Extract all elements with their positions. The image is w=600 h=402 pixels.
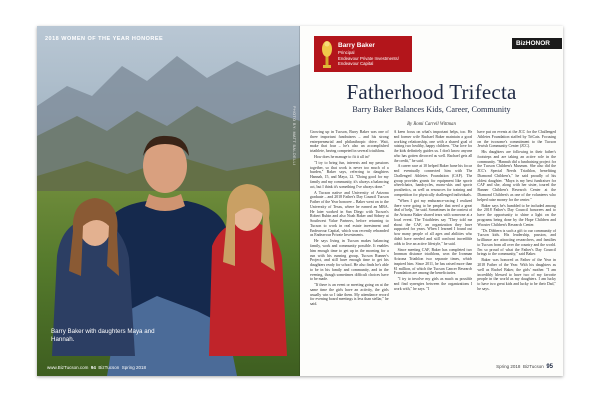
footer-site: www.BizTucson.com [47, 365, 89, 370]
article-paragraph: "Dr. Dibbern is such a gift to our community of Tucson kids. His leadership, passion, and brilliance are attracting researchers, and families to Tucson from all over the country and the world. I'm so proud of what the Father's Day Council brings to the community," said Baker. [477, 228, 557, 257]
section-label [512, 38, 562, 49]
article-column-3 [477, 130, 556, 356]
family-portrait [37, 26, 300, 376]
trophy-icon [320, 39, 334, 69]
footer-pub-right: BizTucson [522, 364, 544, 369]
footer-date: Spring 2018 [121, 365, 147, 370]
article-paragraph: "I try to bring fun, interests and my passions together, so that work is never too much of a burden," Baker says, referring to daughters Hannah, 15, and Maya, 12. "Doing good for my family and my community, it's always a balancing act, but I think it's something I've always done." [310, 160, 389, 189]
honoree-role: Principal [338, 50, 355, 55]
magazine-spread [37, 26, 563, 376]
right-page-footer [496, 364, 553, 370]
honoree-tag: 2018 WOMEN OF THE YEAR HONOREE [45, 36, 164, 42]
article-subtitle: Barry Baker Balances Kids, Career, Community [352, 105, 511, 114]
article-paragraph: He says living in Tucson makes balancing family, work and community possible. It enables him enough time to get up in the morning for a run with his running group, Tucson Runner's Project, and still have enough time to get his daughters ready for school. He also finds he's able to be in his family and community, and in the evening, though sometimes difficult choices have to be made. [310, 239, 389, 282]
section-label-biz: Biz [516, 40, 526, 47]
article-paragraph: A career race at 10 helped Baker hone his focus and eventually connected him with The Challenged Athletes Foundation (CAF). The group provides grants for equipment like sports wheelchairs, handcycles, mono-skis and sports prosthetics, as well as resources for training and competition for physically challenged individuals. [393, 164, 473, 197]
right-page-number: 95 [546, 364, 553, 370]
honoree-badge [314, 36, 412, 72]
article-title: Fatherhood Trifecta [346, 80, 517, 104]
article-byline: By Romi Carrell Wittman [407, 122, 456, 127]
article-paragraph: How does he manage to fit it all in? [314, 154, 370, 159]
photo-page [37, 26, 300, 376]
article-paragraph: "If there is an event or meeting going on at the same time the girls have an activity, the girls usually win so I take them. My attendance record for evening board meetings is less than stellar," he said. [310, 283, 389, 307]
honoree-name: Barry Baker [338, 42, 375, 49]
article-paragraph: Since meeting CAF, Baker has completed two Ironman distance triathlons, won the Ironman Arizona Triathlon two separate times, which inspired him. Since 2011, he has raised more than $1 million, of which the Tucson Cancer Research Foundation are among the beneficiaries. [393, 247, 473, 276]
article-paragraph: Baker was honored as Father of the Year in 2018 Father of the Year. With his daughters as well as Rachel Baker, the girls' mother. "I am incredibly blessed to have two of my favorite people in the world as my daughters. I am lucky to have two great kids and lucky to be their Dad," he says. [477, 258, 557, 291]
honoree-company: Endeavour Private Investments/ Endeavour Capital [338, 55, 399, 66]
article-paragraph: His daughters are following in their father's footsteps and are taking an active role in the community. "Hannah did a fundraising project for the Tucson Children's Museum. She also did the JCC's Special Needs Triathlon, benefiting Diamond Children's," he said proudly of his oldest daughter. "Maya is my best fundraiser for CAF and she, along with her sister, toured the Banner Children's Research Center at the Diamond Children's as one of the volunteers who helped raise money for the center." [477, 150, 557, 202]
footer-pub: BizTucson [98, 365, 120, 370]
article-paragraph: have put on events at the JCC for the Challenged Athletes Foundation staffed by TriCats. Focusing on the twosome's commitment to the Tucson Jewish Community Center (JCC). [477, 130, 557, 149]
section-label-honor: HONOR [525, 40, 550, 47]
article-paragraph: A keen focus on what's important helps, too. He and former wife Rachael Baker maintain a good working relationship, one with a shared goal of raising two healthy, happy children. "Our love for the kids definitely guides us. I don't know anyone who has gotten divorced as well. Rachael gets all the credit," he said. [393, 130, 473, 163]
left-page-number: 94 [90, 365, 96, 370]
article-page [300, 26, 563, 376]
article-column-1 [310, 130, 389, 356]
article-paragraph: "I try to involve my girls as much as possible and find synergies between the organizations I work with," he says. "I [393, 277, 473, 291]
photo-credit: PHOTO BY: MATT BALDELLI [292, 106, 296, 166]
article-paragraph: Growing up in Tucson, Barry Baker was one of three important fundraisers – and his strong entrepreneurial and philanthropic drive. Wait, make that four – he's also an accomplished triathlete, having competed in several triathlons. [310, 130, 389, 153]
article-paragraph: "When I got my endurance-racing I realized there were going to be people that need a great deal of help," he said. Sometimes in the context of the Arizona Baker shared tears with someone at a local event. The Triathletes say "They told me about the CAF, an organization they have supported for years. When I learned I found out how many people of all ages and abilities who didn't have needed and still confront incredible odds to live an active lifestyle," he said. [393, 198, 473, 246]
footer-date-right: Spring 2018 [496, 364, 521, 369]
article-body [310, 130, 556, 356]
left-page-footer [47, 365, 146, 370]
article-paragraph: A Tucson native and University of Arizona graduate – and 2018 Father's Day Council Tucson Father of the Year honoree – Baker went on to the University of Texas, where he earned an MBA. He later worked in San Diego with Tucson's Robert Rubin and also Noah Baker and Sidney at Southwest Value Partners, before returning to Tucson to work in real estate investment and Endeavour Capital, which was recently rebranded as Endeavour Private Investments. [310, 190, 389, 238]
photo-caption: Barry Baker with daughters Maya and Hannah. [51, 328, 155, 343]
article-paragraph: Baker says he's humbled to be included among the 2018 Father's Day Council honorees and to have the opportunity to shine a light on the programs being done by the Hope Children and Wooster Children's Research Center. [477, 203, 557, 227]
article-column-2 [394, 130, 473, 356]
